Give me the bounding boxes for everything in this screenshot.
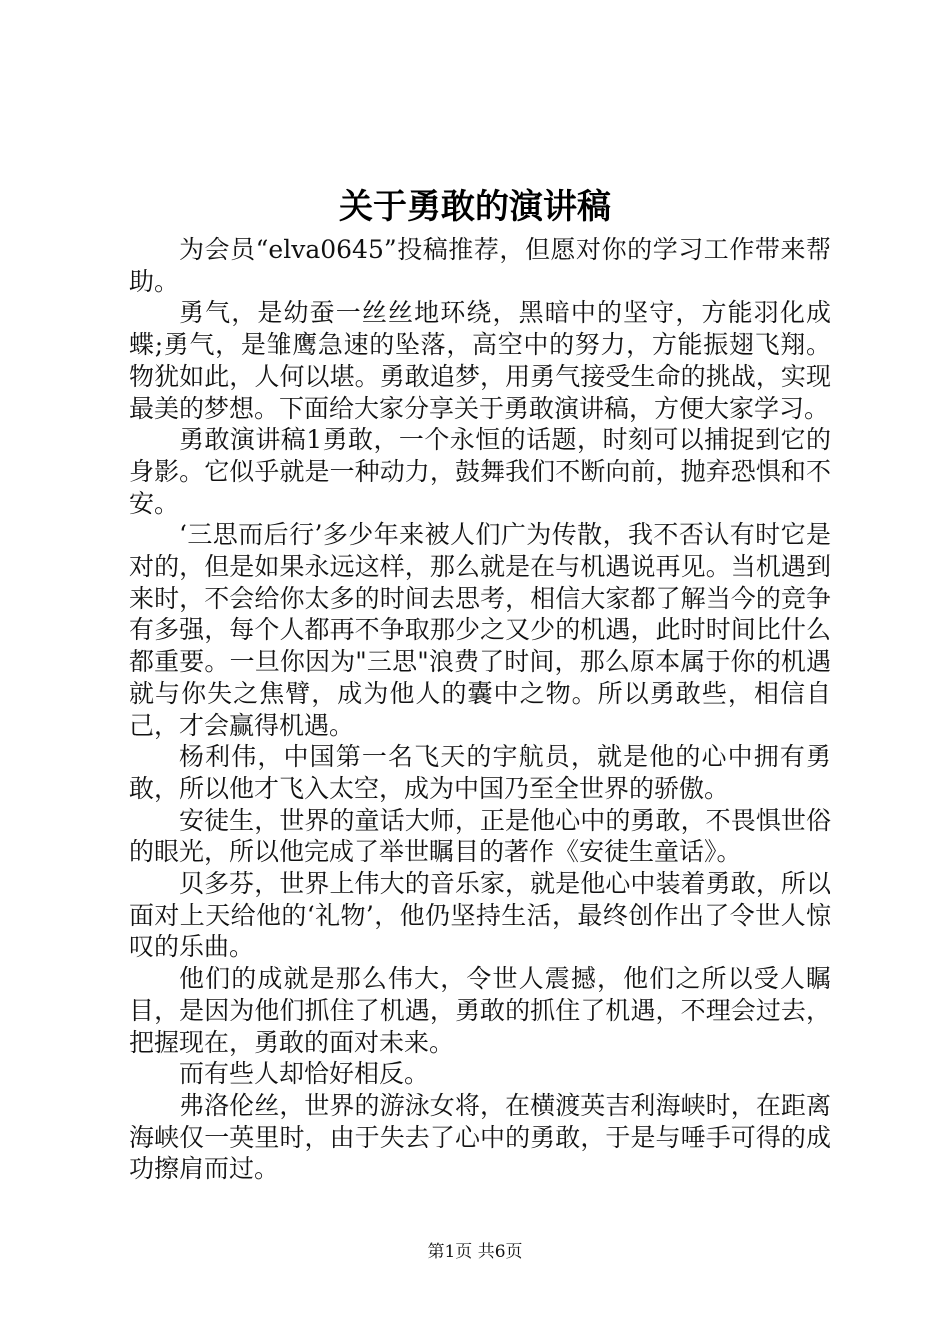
document-title: 关于勇敢的演讲稿 [339,187,611,227]
paragraph-florence: 弗洛伦丝，世界的游泳女将，在横渡英吉利海峡时，在距离海峡仅一英里时，由于失去了心中的勇敢，于是与唾手可得的成功擦肩而过。 [129,1090,831,1184]
paragraph-courage: 勇气，是幼蚕一丝丝地环绕，黑暗中的坚守，方能羽化成蝶;勇气，是雏鹰急速的坠落，高空中的努力，方能振翅飞翔。物犹如此，人何以堪。勇敢追梦，用勇气接受生命的挑战，实现最美的梦想。下面给大家分享关于勇敢演讲稿，方便大家学习。 [129,298,831,423]
paragraph-yang-liwei: 杨利伟，中国第一名飞天的宇航员，就是他的心中拥有勇敢，所以他才飞入太空，成为中国乃至全世界的骄傲。 [129,742,831,803]
paragraph-beethoven: 贝多芬，世界上伟大的音乐家，就是他心中装着勇敢，所以面对上天给他的‘礼物’，他仍坚持生活，最终创作出了令世人惊叹的乐曲。 [129,869,831,962]
paragraph-speech-1: 勇敢演讲稿1勇敢，一个永恒的话题，时刻可以捕捉到它的身影。它似乎就是一种动力，鼓舞我们不断向前，抛弃恐惧和不安。 [129,425,831,518]
paragraph-think-thrice: ‘三思而后行’多少年来被人们广为传散，我不否认有时它是对的，但是如果永远这样，那么就是在与机遇说再见。当机遇到来时，不会给你太多的时间去思考，相信大家都了解当今的竞争有多强，每个人都再不争取那少之又少的机遇，此时时间比什么都重要。一旦你因为"三思"浪费了时间，那么原本属于你的机遇就与你失之焦臂，成为他人的囊中之物。所以勇敢些，相信自己，才会赢得机遇。 [129,520,831,740]
paragraph-intro: 为会员“elva0645”投稿推荐，但愿对你的学习工作带来帮助。 [129,235,831,296]
paragraph-andersen: 安徒生，世界的童话大师，正是他心中的勇敢，不畏惧世俗的眼光，所以他完成了举世瞩目的著作《安徒生童话》。 [129,805,831,867]
paragraph-contrast: 而有些人却恰好相反。 [179,1059,430,1089]
paragraph-achievements: 他们的成就是那么伟大，令世人震撼，他们之所以受人瞩目，是因为他们抓住了机遇，勇敢的抓住了机遇，不理会过去，把握现在，勇敢的面对未来。 [129,964,831,1057]
page-number-footer: 第1页 共6页 [427,1242,523,1262]
document-body [129,234,831,1185]
